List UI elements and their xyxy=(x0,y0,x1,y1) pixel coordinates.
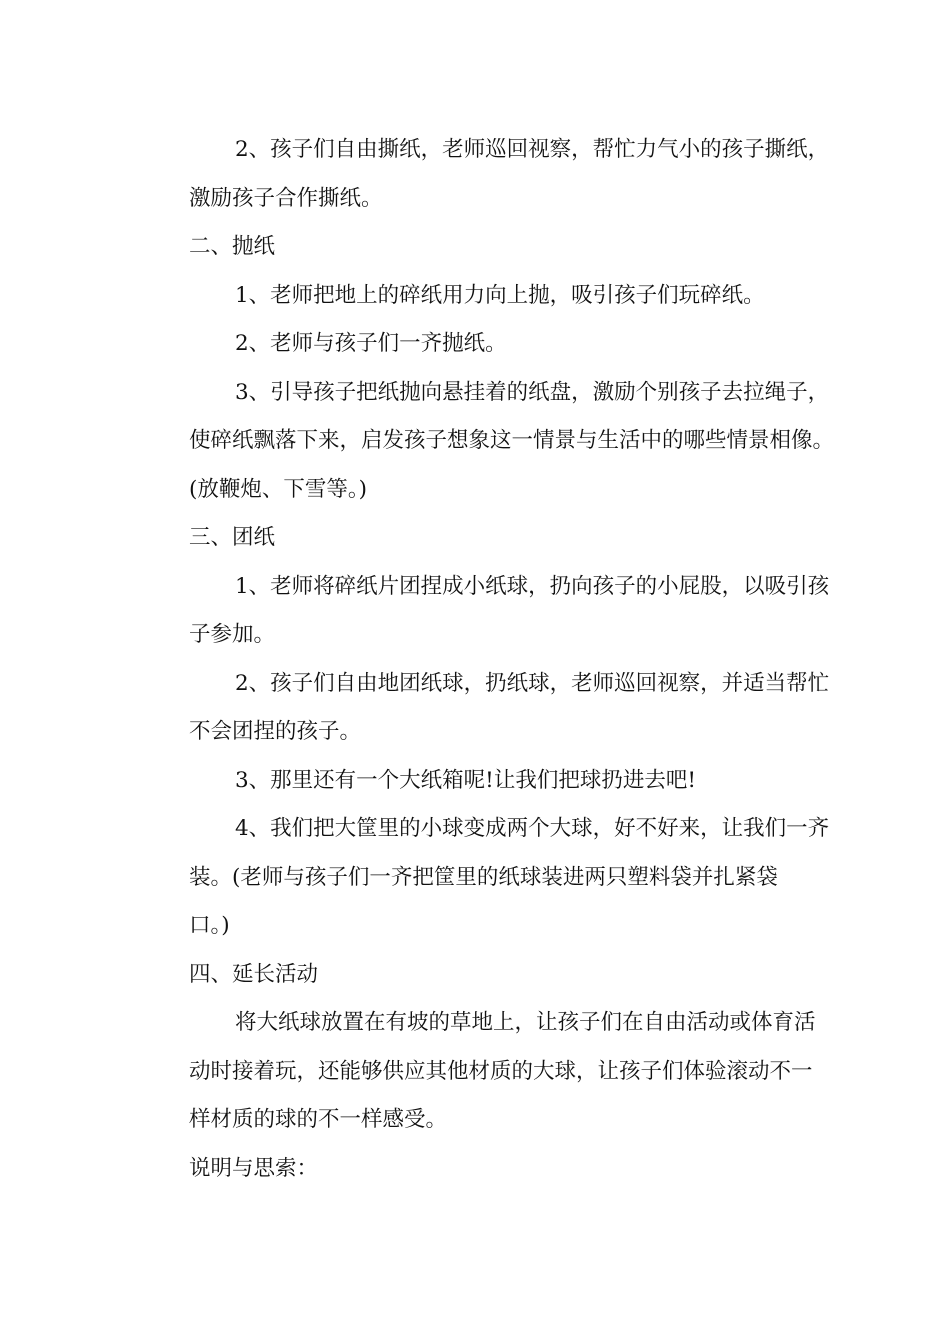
text-line: 2、孩子们自由地团纸球，扔纸球，老师巡回视察，并适当帮忙 xyxy=(235,670,830,696)
text-line: 1、老师将碎纸片团捏成小纸球，扔向孩子的小屁股，以吸引孩 xyxy=(235,573,830,599)
section-heading: 三、团纸 xyxy=(189,525,276,550)
text-line: 子参加。 xyxy=(189,622,276,647)
text-line: 2、孩子们自由撕纸，老师巡回视察，帮忙力气小的孩子撕纸， xyxy=(235,137,830,162)
paragraph xyxy=(143,369,835,515)
paragraph xyxy=(143,757,813,806)
document-body xyxy=(143,126,835,1193)
text-line: (放鞭炮、下雪等。) xyxy=(189,476,368,502)
text-line: 使碎纸飘落下来，启发孩子想象这一情景与生活中的哪些情景相像。 xyxy=(189,428,835,453)
text-line: 4、我们把大筐里的小球变成两个大球，好不好来，让我们一齐 xyxy=(235,816,830,841)
paragraph xyxy=(143,563,830,660)
text-line: 1、老师把地上的碎纸用力向上抛，吸引孩子们玩碎纸。 xyxy=(235,282,765,308)
text-line: 动时接着玩，还能够供应其他材质的大球，让孩子们体验滚动不一 xyxy=(189,1058,813,1084)
text-line: 口。) xyxy=(189,913,230,938)
text-line: 3、引导孩子把纸抛向悬挂着的纸盘，激励个别孩子去拉绳子， xyxy=(235,379,830,405)
section-heading: 说明与思索： xyxy=(189,1155,319,1181)
paragraph xyxy=(143,320,813,369)
paragraph xyxy=(143,660,830,757)
paragraph xyxy=(143,999,816,1145)
text-line: 2、老师与孩子们一齐抛纸。 xyxy=(235,331,507,356)
paragraph xyxy=(143,126,830,223)
text-line: 激励孩子合作撕纸。 xyxy=(189,185,383,211)
text-line: 3、那里还有一个大纸箱呢!让我们把球扔进去吧! xyxy=(235,767,696,793)
section-heading: 四、延长活动 xyxy=(189,961,319,987)
text-line: 样材质的球的不一样感受。 xyxy=(189,1107,448,1132)
text-line: 不会团捏的孩子。 xyxy=(189,719,362,744)
paragraph xyxy=(143,805,830,951)
text-line: 将大纸球放置在有坡的草地上，让孩子们在自由活动或体育活 xyxy=(235,1010,816,1035)
text-line: 装。(老师与孩子们一齐把筐里的纸球装进两只塑料袋并扎紧袋 xyxy=(189,864,778,890)
section-heading: 二、抛纸 xyxy=(189,234,276,259)
paragraph xyxy=(143,272,813,321)
